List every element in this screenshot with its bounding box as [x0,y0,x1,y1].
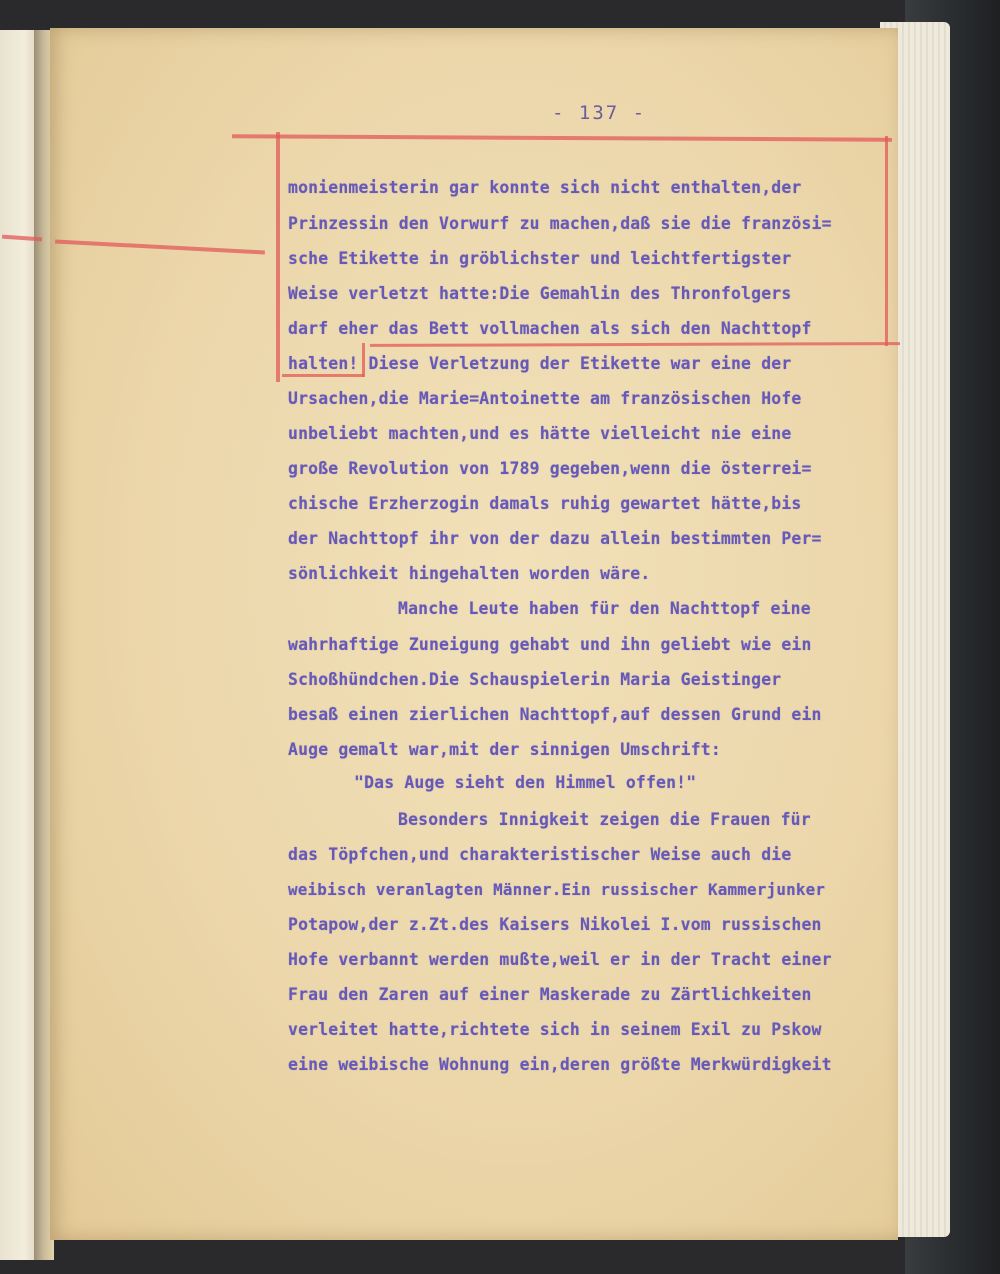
text-line: Weise verletzt hatte:Die Gemahlin des Thronfolgers [288,284,792,303]
text-line: unbeliebt machten,und es hätte vielleicht nie eine [288,424,792,443]
text-line: chische Erzherzogin damals ruhig gewartet hätte,bis [288,494,802,513]
text-line: wahrhaftige Zuneigung gehabt und ihn geliebt wie ein [288,635,812,654]
text-line: eine weibische Wohnung ein,deren größte Merkwürdigkeit [288,1055,832,1074]
text-line: sche Etikette in gröblichster und leichtfertigster [288,249,792,268]
text-line: Manche Leute haben für den Nachttopf eine [398,599,811,618]
text-line: "Das Auge sieht den Himmel offen!" [354,773,697,792]
text-line: besaß einen zierlichen Nachttopf,auf dessen Grund ein [288,705,822,724]
text-line: Ursachen,die Marie=Antoinette am französischen Hofe [288,389,802,408]
text-line: Besonders Innigkeit zeigen die Frauen für [398,810,811,829]
text-line: Potapow,der z.Zt.des Kaisers Nikolei I.vom russischen [288,915,822,934]
text-line: darf eher das Bett vollmachen als sich den Nachttopf [288,319,812,338]
text-line: monienmeisterin gar konnte sich nicht enthalten,der [288,178,802,197]
red-mark-right-vertical [885,136,888,346]
red-mark-left-vertical [276,132,280,382]
text-line: Auge gemalt war,mit der sinnigen Umschrift: [288,740,721,759]
page-number: - 137 - [552,102,647,124]
text-line: Hofe verbannt werden mußte,weil er in der Tracht einer [288,950,832,969]
text-line: weibisch veranlagten Männer.Ein russischer Kammerjunker [288,880,826,899]
text-line: halten! Diese Verletzung der Etikette war eine der [288,354,792,373]
text-line: sönlichkeit hingehalten worden wäre. [288,564,651,583]
text-line: der Nachttopf ihr von der dazu allein bestimmten Per= [288,529,822,548]
text-line: Prinzessin den Vorwurf zu machen,daß sie die französi= [288,214,832,233]
text-line: das Töpfchen,und charakteristischer Weise auch die [288,845,792,864]
text-line: Schoßhündchen.Die Schauspielerin Maria Geistinger [288,670,782,689]
text-line: große Revolution von 1789 gegeben,wenn die österrei= [288,459,812,478]
red-mark-box-bottom [282,374,364,377]
text-line: Frau den Zaren auf einer Maskerade zu Zärtlichkeiten [288,985,812,1004]
text-line: verleitet hatte,richtete sich in seinem Exil zu Pskow [288,1020,822,1039]
